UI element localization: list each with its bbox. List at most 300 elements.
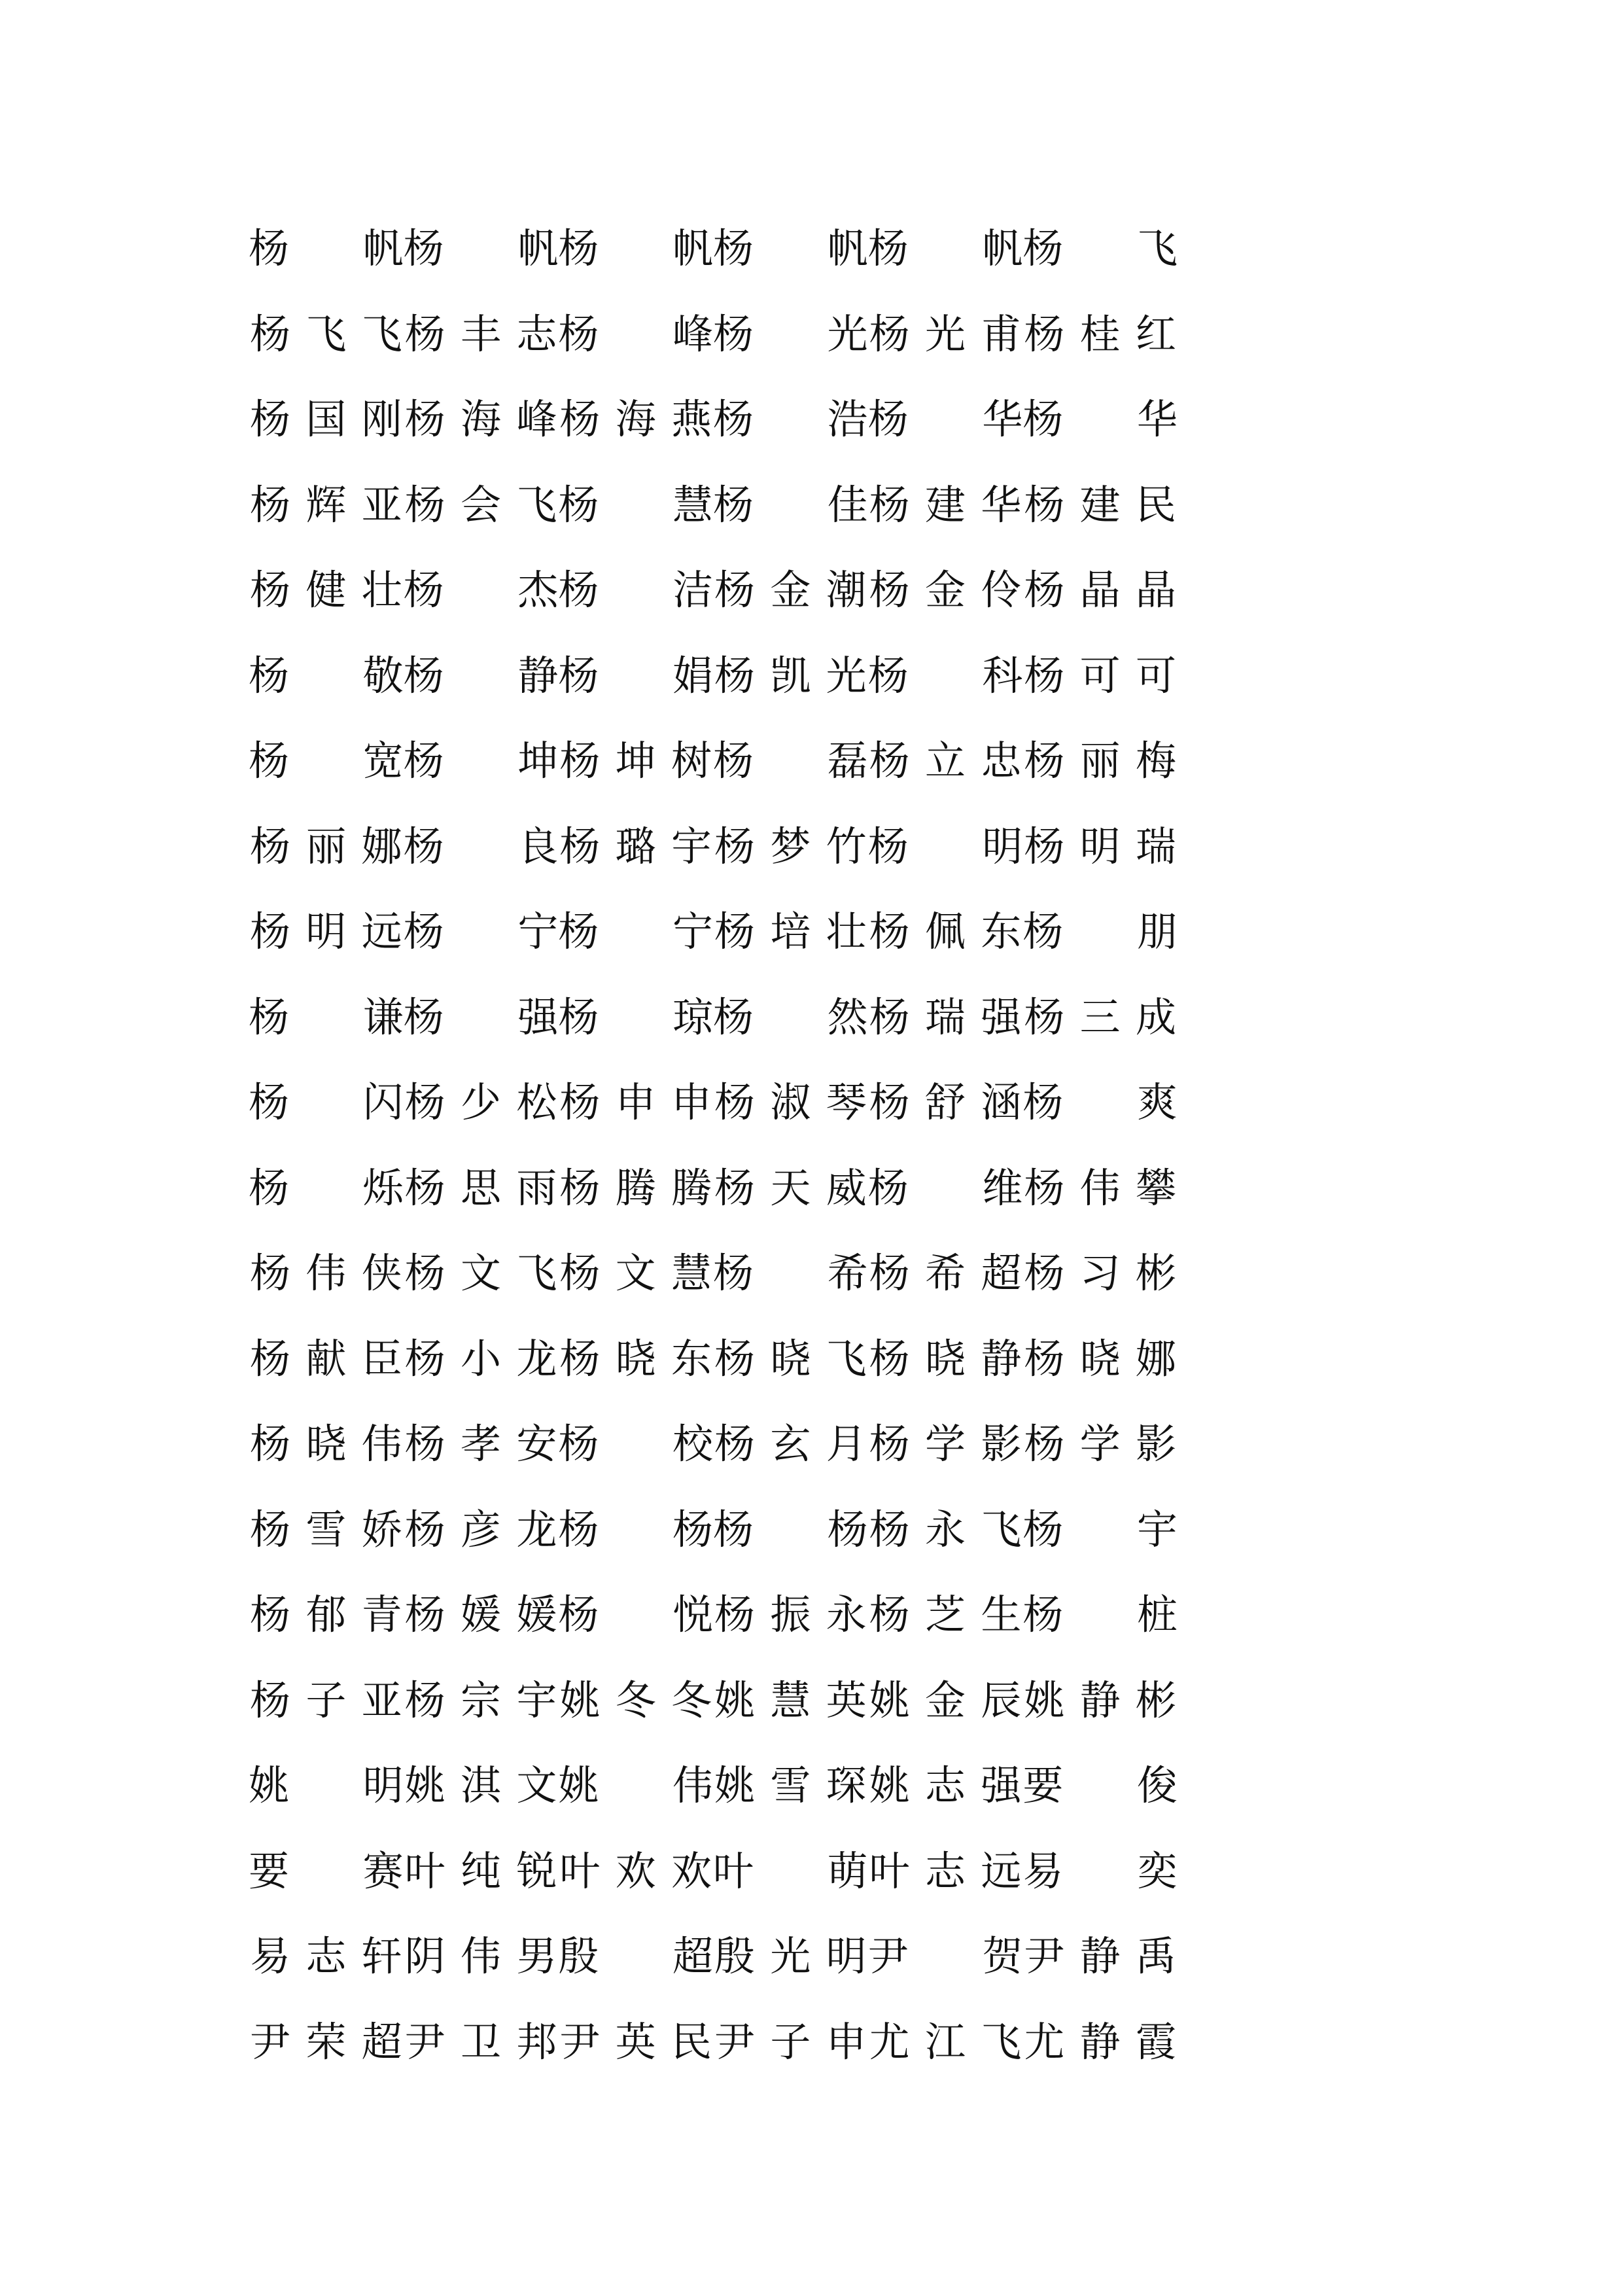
name-entry <box>558 737 713 785</box>
name-char: 姚 <box>249 1761 290 1810</box>
name-entry <box>403 651 559 699</box>
name-char: 伟 <box>672 1761 714 1810</box>
name-char: 杨 <box>403 566 444 614</box>
name-char: 杨 <box>559 1334 601 1383</box>
name-char: 杨 <box>558 1420 599 1468</box>
name-char: 申 <box>671 1078 712 1127</box>
name-row <box>249 1402 1178 1487</box>
name-char: 姚 <box>869 1761 910 1810</box>
name-char: 杨 <box>404 480 445 529</box>
name-char: 闪 <box>362 1078 404 1127</box>
name-entry <box>558 395 713 444</box>
name-entry <box>867 1932 1023 1981</box>
name-char: 姚 <box>559 1676 601 1724</box>
names-list <box>249 206 1178 2085</box>
name-entry <box>1022 2017 1178 2066</box>
name-char: 帆 <box>827 224 868 273</box>
name-row <box>249 889 1178 975</box>
name-char: 杨 <box>1024 1163 1065 1212</box>
name-char: 易 <box>1022 1846 1064 1895</box>
name-char: 晓 <box>305 1420 347 1468</box>
name-entry <box>713 1249 868 1298</box>
name-entry <box>1022 1334 1178 1383</box>
name-entry <box>713 309 868 358</box>
name-char: 杨 <box>403 224 444 273</box>
name-char: 淑 <box>770 1078 811 1127</box>
name-char: 侠 <box>361 1249 402 1298</box>
name-char: 杨 <box>1024 480 1065 529</box>
name-char: 杨 <box>713 224 754 273</box>
name-entry <box>403 993 559 1041</box>
name-char: 娜 <box>1136 1334 1177 1383</box>
name-entry <box>558 908 714 956</box>
name-char: 荣 <box>305 2017 347 2066</box>
name-char: 杨 <box>249 1420 290 1468</box>
name-char: 杨 <box>558 309 599 358</box>
name-char: 梦 <box>770 822 811 870</box>
name-entry <box>868 1591 1023 1639</box>
name-char: 忠 <box>981 737 1022 785</box>
name-entry <box>713 822 868 870</box>
name-char: 国 <box>305 395 347 444</box>
name-char: 尹 <box>249 2017 290 2066</box>
name-char: 杨 <box>404 1591 445 1639</box>
name-char: 叶 <box>559 1846 601 1895</box>
name-char: 青 <box>361 1591 402 1639</box>
name-char: 要 <box>249 1846 290 1895</box>
name-char: 丽 <box>1079 737 1121 785</box>
name-char: 杨 <box>869 1078 910 1127</box>
name-char: 媛 <box>516 1591 557 1639</box>
name-char: 桩 <box>1137 1591 1178 1639</box>
name-char: 远 <box>361 908 402 956</box>
name-char: 志 <box>305 1932 347 1981</box>
name-entry <box>867 822 1023 870</box>
name-char: 爽 <box>1137 1078 1178 1127</box>
name-entry <box>1022 737 1178 785</box>
name-char: 易 <box>249 1932 290 1981</box>
name-row <box>249 292 1178 378</box>
name-char: 杨 <box>249 395 290 444</box>
name-char: 璐 <box>615 822 656 870</box>
name-char: 杨 <box>1024 822 1065 870</box>
name-char: 晶 <box>1136 566 1177 614</box>
name-char: 金 <box>770 566 811 614</box>
name-row <box>249 1231 1178 1316</box>
name-char: 民 <box>671 2017 712 2066</box>
name-row <box>249 718 1178 804</box>
name-entry <box>868 1846 1023 1895</box>
name-char: 龙 <box>516 1505 557 1553</box>
name-char: 腾 <box>671 1163 712 1212</box>
name-char: 轩 <box>361 1932 402 1981</box>
name-entry <box>404 2017 559 2066</box>
name-char: 冬 <box>615 1676 656 1724</box>
name-char: 杨 <box>249 480 290 529</box>
name-char: 杨 <box>403 993 444 1041</box>
name-char: 杨 <box>404 309 445 358</box>
name-char: 东 <box>981 908 1022 956</box>
name-char: 可 <box>1136 651 1177 699</box>
name-char: 伟 <box>361 1420 402 1468</box>
name-char: 要 <box>1022 1761 1064 1810</box>
name-entry <box>249 224 404 273</box>
name-entry <box>868 1676 1023 1724</box>
name-char: 华 <box>1137 395 1178 444</box>
name-char: 壮 <box>826 908 867 956</box>
name-char: 彦 <box>460 1505 501 1553</box>
name-entry <box>403 224 559 273</box>
name-char: 杨 <box>713 1505 754 1553</box>
name-char: 杨 <box>869 1249 910 1298</box>
name-char: 申 <box>615 1078 656 1127</box>
name-entry <box>868 566 1023 614</box>
name-char: 杨 <box>249 309 290 358</box>
name-row <box>249 1914 1178 2000</box>
name-entry <box>558 309 714 358</box>
name-char: 海 <box>460 395 501 444</box>
name-char: 孝 <box>460 1420 501 1468</box>
name-char: 杨 <box>713 993 754 1041</box>
name-char: 杨 <box>404 1676 445 1724</box>
name-char: 超 <box>981 1249 1022 1298</box>
name-char: 文 <box>460 1249 501 1298</box>
name-char: 杨 <box>404 1163 445 1212</box>
name-char: 杨 <box>559 395 601 444</box>
name-entry <box>713 908 868 956</box>
name-entry <box>868 1078 1023 1127</box>
name-entry <box>713 1932 868 1981</box>
name-entry <box>1022 1078 1178 1127</box>
name-char: 俊 <box>1137 1761 1178 1810</box>
name-char: 月 <box>826 1420 867 1468</box>
name-entry <box>249 1676 404 1724</box>
name-entry <box>868 1761 1023 1810</box>
name-entry <box>713 1676 868 1724</box>
name-entry <box>403 566 559 614</box>
name-entry <box>249 480 404 529</box>
name-char: 锐 <box>516 1846 557 1895</box>
name-char: 杨 <box>714 651 756 699</box>
name-row <box>249 206 1178 292</box>
name-entry <box>1022 1591 1178 1639</box>
name-char: 静 <box>981 1334 1022 1383</box>
name-entry <box>558 2017 713 2066</box>
name-char: 杨 <box>403 737 444 785</box>
name-entry <box>558 224 714 273</box>
name-char: 宇 <box>516 1676 557 1724</box>
name-entry <box>558 1420 714 1468</box>
name-char: 杨 <box>558 651 599 699</box>
name-char: 伶 <box>981 566 1022 614</box>
name-char: 志 <box>516 309 557 358</box>
name-char: 杨 <box>559 737 601 785</box>
name-row <box>249 804 1178 890</box>
name-char: 金 <box>925 566 966 614</box>
name-char: 磊 <box>827 737 868 785</box>
name-char: 坤 <box>517 737 559 785</box>
name-char: 琛 <box>826 1761 867 1810</box>
name-char: 杨 <box>249 737 290 785</box>
name-row <box>249 1572 1178 1658</box>
name-char: 明 <box>305 908 347 956</box>
name-char: 光 <box>770 1932 811 1981</box>
name-char: 杨 <box>869 908 910 956</box>
name-char: 然 <box>827 993 868 1041</box>
name-char: 悦 <box>672 1591 714 1639</box>
name-char: 杨 <box>869 309 910 358</box>
name-char: 亚 <box>361 480 402 529</box>
name-entry <box>403 737 559 785</box>
name-char: 杨 <box>713 309 754 358</box>
name-char: 雪 <box>770 1761 811 1810</box>
name-entry <box>713 1505 868 1553</box>
name-char: 杨 <box>1024 566 1065 614</box>
name-char: 壮 <box>361 566 402 614</box>
name-row <box>249 1316 1178 1402</box>
name-char: 阴 <box>404 1932 445 1981</box>
name-char: 攀 <box>1136 1163 1177 1212</box>
name-entry <box>868 1249 1023 1298</box>
name-char: 宇 <box>1137 1505 1178 1553</box>
name-char: 娟 <box>672 651 714 699</box>
name-char: 杨 <box>713 737 754 785</box>
name-char: 飞 <box>516 1249 557 1298</box>
name-entry <box>249 1163 404 1212</box>
name-char: 杨 <box>558 993 599 1041</box>
name-entry <box>713 1163 868 1212</box>
name-char: 彬 <box>1136 1249 1177 1298</box>
name-char: 臣 <box>361 1334 402 1383</box>
name-char: 甫 <box>981 309 1022 358</box>
name-char: 芝 <box>925 1591 966 1639</box>
name-char: 杨 <box>867 1163 909 1212</box>
name-entry <box>404 1334 559 1383</box>
name-char: 光 <box>925 309 966 358</box>
name-char: 萌 <box>827 1846 868 1895</box>
name-char: 丽 <box>305 822 347 870</box>
name-char: 杨 <box>714 1420 756 1468</box>
name-char: 影 <box>981 1420 1022 1468</box>
name-entry <box>558 1676 713 1724</box>
name-char: 叶 <box>404 1846 445 1895</box>
name-entry <box>713 651 868 699</box>
name-char: 成 <box>1136 993 1177 1041</box>
name-entry <box>868 1505 1023 1553</box>
name-entry <box>558 1249 713 1298</box>
name-row <box>249 1146 1178 1231</box>
name-entry <box>713 1761 868 1810</box>
name-char: 彬 <box>1136 1676 1177 1724</box>
name-char: 科 <box>982 651 1023 699</box>
name-char: 晶 <box>1079 566 1121 614</box>
name-char: 永 <box>826 1591 867 1639</box>
name-char: 郁 <box>305 1591 347 1639</box>
name-entry <box>713 1591 868 1639</box>
name-char: 宗 <box>460 1676 501 1724</box>
name-row <box>249 1060 1178 1146</box>
name-char: 杨 <box>1024 1249 1065 1298</box>
name-char: 杨 <box>1024 1334 1065 1383</box>
name-char: 燕 <box>671 395 712 444</box>
name-entry <box>249 993 404 1041</box>
name-char: 英 <box>615 2017 656 2066</box>
name-entry <box>404 395 559 444</box>
name-char: 飞 <box>1137 224 1178 273</box>
name-entry <box>713 993 868 1041</box>
name-entry <box>403 908 559 956</box>
name-char: 海 <box>615 395 656 444</box>
name-char: 峰 <box>672 309 714 358</box>
name-char: 威 <box>826 1163 867 1212</box>
name-char: 赛 <box>362 1846 404 1895</box>
name-char: 杨 <box>1024 993 1065 1041</box>
name-row <box>249 1743 1178 1829</box>
name-char: 生 <box>981 1591 1022 1639</box>
name-char: 飞 <box>361 309 402 358</box>
name-char: 霞 <box>1136 2017 1177 2066</box>
name-char: 明 <box>1079 822 1121 870</box>
name-char: 杨 <box>249 566 290 614</box>
name-char: 杨 <box>404 1249 445 1298</box>
name-char: 慧 <box>671 1249 712 1298</box>
name-char: 飞 <box>826 1334 867 1383</box>
name-entry <box>404 1591 559 1639</box>
name-char: 学 <box>925 1420 966 1468</box>
name-char: 金 <box>925 1676 966 1724</box>
name-char: 杨 <box>1024 737 1065 785</box>
name-char: 姚 <box>869 1676 910 1724</box>
name-char: 杨 <box>714 822 756 870</box>
name-entry <box>558 1591 714 1639</box>
name-char: 超 <box>361 2017 402 2066</box>
name-char: 杨 <box>867 822 909 870</box>
name-char: 琼 <box>672 993 714 1041</box>
name-entry <box>713 737 868 785</box>
name-char: 民 <box>1136 480 1177 529</box>
name-entry <box>558 1761 714 1810</box>
name-char: 纯 <box>460 1846 501 1895</box>
name-char: 杨 <box>869 1420 910 1468</box>
name-entry <box>868 309 1023 358</box>
name-char: 慧 <box>672 480 714 529</box>
name-char: 涵 <box>981 1078 1022 1127</box>
name-entry <box>1022 1846 1178 1895</box>
name-char: 帆 <box>672 224 714 273</box>
name-char: 腾 <box>615 1163 656 1212</box>
name-char: 飞 <box>516 480 557 529</box>
name-entry <box>249 651 404 699</box>
name-entry <box>249 309 404 358</box>
name-char: 帆 <box>362 224 404 273</box>
name-char: 宇 <box>671 822 712 870</box>
name-entry <box>249 1932 404 1981</box>
name-char: 影 <box>1136 1420 1177 1468</box>
name-char: 杨 <box>249 908 290 956</box>
name-char: 希 <box>925 1249 966 1298</box>
name-entry <box>1022 822 1178 870</box>
name-char: 静 <box>1079 2017 1121 2066</box>
name-char: 杨 <box>714 566 756 614</box>
name-entry <box>249 822 404 870</box>
name-row <box>249 975 1178 1061</box>
name-char: 杨 <box>1022 1591 1064 1639</box>
name-entry <box>868 480 1023 529</box>
name-entry <box>1022 993 1178 1041</box>
name-entry <box>868 993 1023 1041</box>
name-char: 伟 <box>460 1932 501 1981</box>
name-entry <box>558 822 713 870</box>
name-char: 杨 <box>404 1334 445 1383</box>
name-char: 子 <box>305 1676 347 1724</box>
name-entry <box>249 737 404 785</box>
name-char: 谦 <box>362 993 404 1041</box>
name-char: 杨 <box>559 1163 601 1212</box>
name-char: 志 <box>925 1761 966 1810</box>
name-char: 杨 <box>558 480 599 529</box>
name-char: 维 <box>982 1163 1023 1212</box>
name-entry <box>1022 1505 1178 1553</box>
name-char: 杨 <box>249 1676 290 1724</box>
name-char: 杨 <box>1022 395 1064 444</box>
name-char: 辰 <box>981 1676 1022 1724</box>
name-char: 姚 <box>714 1676 756 1724</box>
name-char: 朋 <box>1137 908 1178 956</box>
name-char: 思 <box>460 1163 501 1212</box>
name-char: 杨 <box>403 908 444 956</box>
name-row <box>249 633 1178 719</box>
name-char: 刚 <box>361 395 402 444</box>
name-row <box>249 1829 1178 1915</box>
name-char: 龙 <box>516 1334 557 1383</box>
name-char: 帆 <box>982 224 1023 273</box>
name-char: 明 <box>826 1932 867 1981</box>
name-char: 丰 <box>460 309 501 358</box>
name-char: 晓 <box>615 1334 656 1383</box>
name-entry <box>249 395 404 444</box>
name-char: 淇 <box>460 1761 501 1810</box>
name-char: 烁 <box>362 1163 404 1212</box>
name-char: 强 <box>981 993 1022 1041</box>
name-char: 杨 <box>404 395 445 444</box>
name-char: 瑞 <box>925 993 966 1041</box>
name-char: 欢 <box>615 1846 656 1895</box>
name-char: 杨 <box>1024 651 1065 699</box>
name-entry <box>713 1846 868 1895</box>
name-entry <box>404 309 559 358</box>
name-char: 杨 <box>827 1505 868 1553</box>
name-char: 杨 <box>403 822 444 870</box>
name-entry <box>404 1761 559 1810</box>
name-char: 杨 <box>869 1591 910 1639</box>
name-char: 杨 <box>558 1505 599 1553</box>
name-entry <box>713 1078 868 1127</box>
name-entry <box>868 908 1023 956</box>
name-char: 洁 <box>672 566 714 614</box>
name-entry <box>558 1163 713 1212</box>
name-char: 姚 <box>1024 1676 1065 1724</box>
name-char: 东 <box>671 1334 712 1383</box>
name-char: 雨 <box>516 1163 557 1212</box>
name-char: 杨 <box>558 224 599 273</box>
name-entry <box>1022 1163 1178 1212</box>
name-char: 伟 <box>1079 1163 1121 1212</box>
name-entry <box>249 1078 404 1127</box>
name-char: 学 <box>1079 1420 1121 1468</box>
name-entry <box>713 1420 868 1468</box>
name-char: 杨 <box>403 651 444 699</box>
name-char: 欢 <box>671 1846 712 1895</box>
